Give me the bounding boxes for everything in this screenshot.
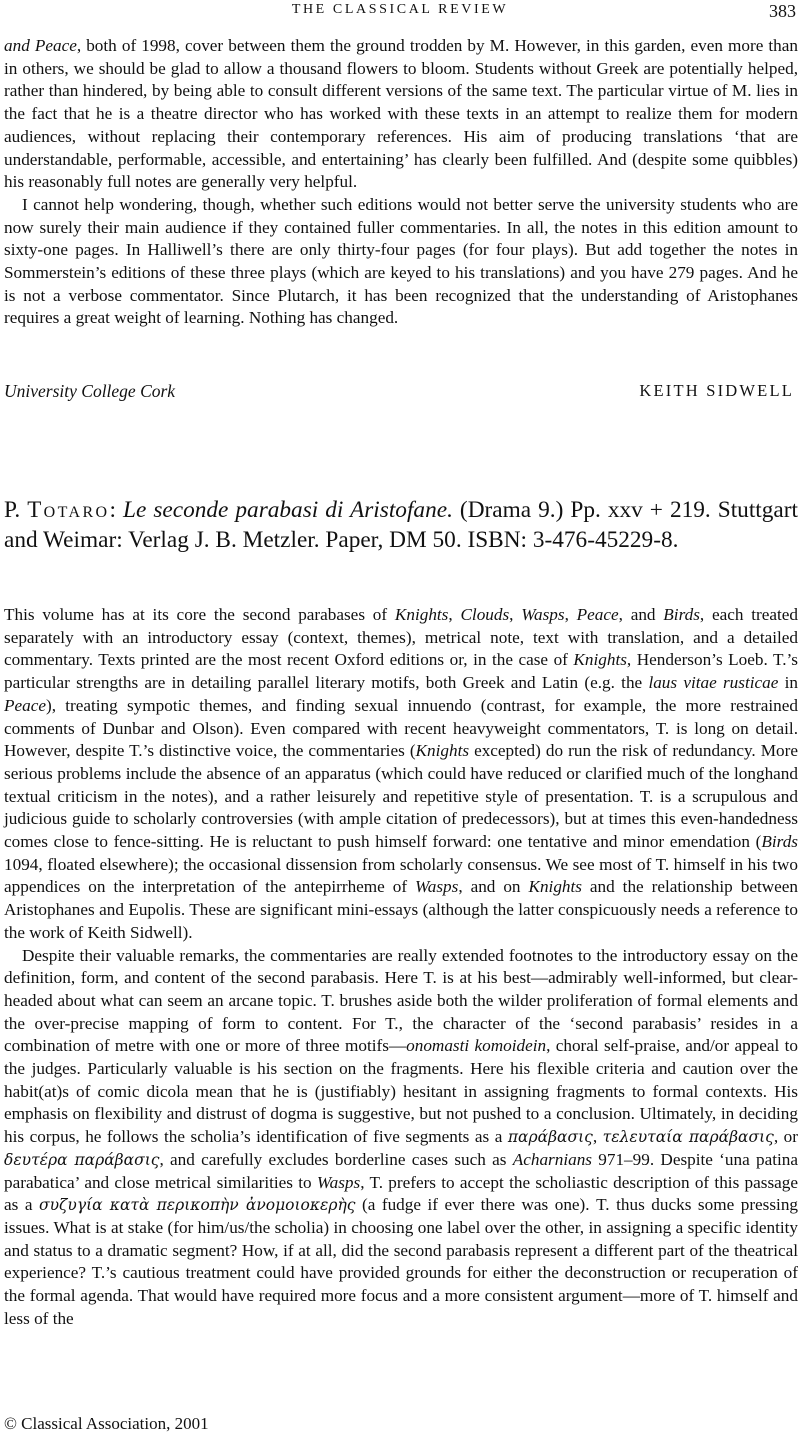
author-surname: Totaro xyxy=(27,497,110,522)
greek-term: παράβασις xyxy=(507,1128,593,1147)
italic-span: Knights xyxy=(394,605,449,624)
review2-paragraph-1 xyxy=(4,604,798,945)
review1-paragraph-2: I cannot help wondering, though, whether such editions would not better serve the university students who are now surely their main audience if they contained fuller commentaries. In all, the notes in this edition amount to sixty-one pages. In Halliwell’s there are only thirty-four pages (for four plays). But add together the notes in Sommerstein’s editions of these three plays (which are keyed to his translations) and you have 279 pages. And he is not a verbose commentator. Since Plutarch, it has been recognized that the understanding of Aristophanes requires a great weight of learning. Nothing has changed. xyxy=(4,194,798,328)
text-span: , T. prefers to accept the scholiastic description of this passage as a xyxy=(4,1172,798,1215)
text-span: , each treated separately with an introductory essay (context, themes), metrical note, text with translation, and a detailed commentary. Texts printed are the most recent Oxford editions or, in the case of xyxy=(4,605,798,670)
text-span: , or xyxy=(773,1127,798,1147)
review1-paragraph-1 xyxy=(4,35,798,194)
review2-heading xyxy=(4,495,798,555)
text-span: (a fudge if ever there was one). T. thus ducks some pressing issues. What is at stake (for him/us/the scholia) in choosing one label over the other, in assigning a specific identity and status to a dramatic segment? How, if at all, did the second parabasis represent a different part of the theatrical experience? T.’s cautious treatment could have provided grounds for either the deconstruction or recuperation of the formal agenda. That would have required more focus and a more consistent argument—more of T. himself and less of the xyxy=(4,1195,799,1328)
running-title: THE CLASSICAL REVIEW xyxy=(291,2,509,17)
italic-span: Acharnians xyxy=(512,1149,592,1169)
author-initial: P. xyxy=(4,497,28,523)
page-number: 383 xyxy=(769,1,796,21)
italic-span: Knights xyxy=(415,741,470,761)
italic-span: Birds xyxy=(761,832,798,852)
heading-colon: : xyxy=(109,497,124,523)
text-span: , and xyxy=(618,605,664,624)
text-span: , Henderson’s Loeb. T.’s particular strengths are in detailing parallel literary motifs, both Greek and Latin (e.g. the xyxy=(4,650,798,693)
copyright-footer: © Classical Association, 2001 xyxy=(4,1414,209,1433)
title-peace: and Peace xyxy=(4,36,77,55)
text-span: , choral self-praise, and/or appeal to the judges. Particularly valuable is his section on the fragments. Here his flexible criteria and caution over the habit(at)s of comic dicola mean that he is (justifiably) hesitant in assigning fragments to formal contexts. His emphasis on flexibility and distrust of dogma is suggestive, but not pushed to a conclusion. Ultimately, in deciding his corpus, he follows the scholia’s identification of five segments as a xyxy=(4,1036,798,1147)
running-head xyxy=(0,2,800,22)
review1-body xyxy=(4,35,798,330)
text-span: 1094, floated elsewhere); the occasional dissension from scholarly consensus. We see most of T. himself in his two appendices on the interpretation of the antepirrheme of xyxy=(4,854,798,897)
text-span: , and on xyxy=(458,877,529,897)
text-span: , both of 1998, cover between them the ground trodden by M. However, in this garden, even more than in others, we should be glad to allow a thousand flowers to bloom. Students without Greek are potentially helped, rather than hindered, by being able to consult different versions of the same text. The particular virtue of M. lies in the fact that he is a theatre director who has worked with these texts in an attempt to realize them for modern audiences, without replacing their contemporary references. His aim of producing translations ‘that are understandable, performable, accessible, and entertaining’ has clearly been fulfilled. And (despite some quibbles) his reasonably full notes are generally very helpful. xyxy=(4,36,799,192)
italic-span: Wasps xyxy=(521,605,565,624)
text-span: , xyxy=(592,1127,603,1147)
italic-span: Peace xyxy=(4,695,46,715)
text-span: in xyxy=(778,673,798,693)
text-span: , xyxy=(564,605,577,624)
text-span: and the relationship between Aristophanes and Eupolis. These are significant mini-essays (although the latter conspicuously needs a reference to the work of Keith Sidwell). xyxy=(4,877,798,942)
text-span: This volume has at its core the second parabases of xyxy=(4,605,395,624)
text-span: , and carefully excludes borderline cases such as xyxy=(159,1149,513,1169)
review2-paragraph-2 xyxy=(4,945,798,1331)
italic-span: Clouds xyxy=(460,605,510,624)
greek-term: δευτέρα παράβασις xyxy=(4,1150,160,1169)
text-span: 971–99. Despite ‘una patina parabatica’ and close metrical similarities to xyxy=(4,1149,798,1192)
italic-span: Knights xyxy=(573,650,627,670)
book-details: (Drama 9.) Pp. xxv + 219. Stuttgart and Weimar: Verlag J. B. Metzler. Paper, DM 50. ISBN: 3-476-45229-8. xyxy=(4,497,798,553)
italic-span: Knights xyxy=(528,877,582,897)
book-title: Le seconde parabasi di Aristofane. xyxy=(123,497,453,523)
italic-span: onomasti komoidein xyxy=(406,1036,547,1056)
text-span: , xyxy=(509,605,522,624)
italic-span: Wasps xyxy=(415,877,459,897)
italic-span: Peace xyxy=(576,605,619,624)
reviewer-name: KEITH SIDWELL xyxy=(639,381,794,400)
text-span: Despite their valuable remarks, the commentaries are really extended footnotes to the introductory essay on the definition, form, and content of the second parabasis. Here T. is at his best—admirably well-informed, but clear-headed about what can seem an arcane topic. T. brushes aside both the wilder proliferation of formal elements and the over-precise mapping of form to content. For T., the character of the ‘second parabasis’ resides in a combination of metre with one or more of three motifs— xyxy=(4,945,798,1056)
review2-body xyxy=(4,604,798,1331)
italic-span: Birds xyxy=(663,605,700,624)
greek-term: τελευταία παράβασις xyxy=(602,1128,774,1147)
review1-signoff xyxy=(4,381,798,405)
text-span: , xyxy=(448,605,461,624)
italic-span: Wasps xyxy=(316,1172,361,1192)
italic-span: laus vitae rusticae xyxy=(648,673,779,693)
institution: University College Cork xyxy=(4,381,176,401)
text-span: ), treating sympotic themes, and finding sexual innuendo (contrast, for example, the more restrained comments of Dunbar and Olson). Even compared with recent heavyweight commentators, T. is long on detail. However, despite T.’s distinctive voice, the commentaries ( xyxy=(4,695,798,761)
text-span: excepted) do run the risk of redundancy. More serious problems include the absence of an apparatus (which could have reduced or clarified much of the longhand textual criticism in the notes), and a rather leisurely and repetitive style of presentation. T. is a scrupulous and judicious guide to scholarly controversies (with ample citation of predecessors), but at times this even-handedness comes close to fence-sitting. He is reluctant to push himself forward: one tentative and minor emendation ( xyxy=(4,741,798,852)
greek-term: συζυγία κατὰ περικοπὴν ἀνομοιοκερὴς xyxy=(39,1196,356,1215)
